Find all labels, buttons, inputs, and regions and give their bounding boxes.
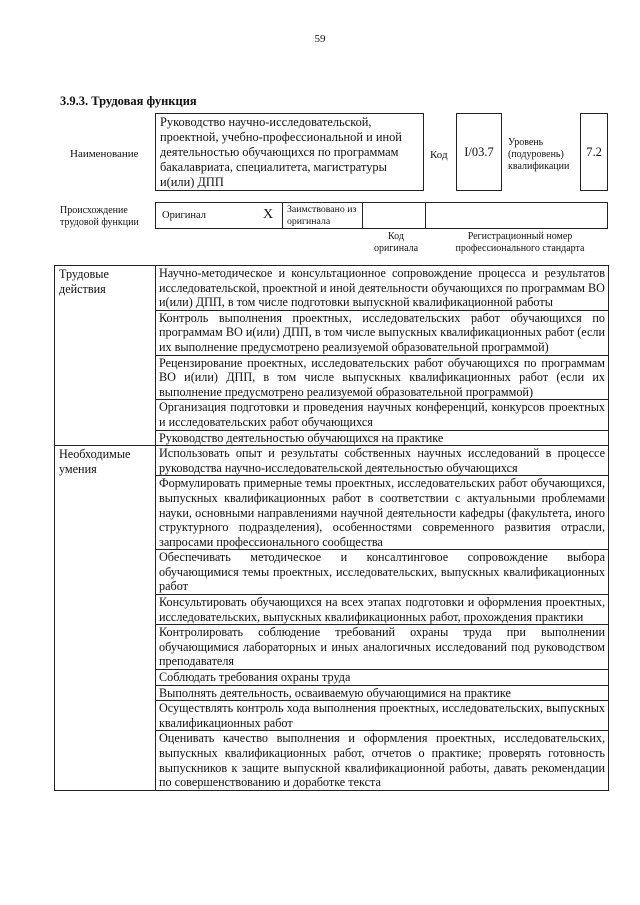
- table-row: [55, 446, 609, 476]
- level-value-box: [580, 113, 608, 191]
- original-label: Оригинал: [162, 210, 206, 221]
- code-label: Код: [430, 149, 448, 161]
- code-value-box: [456, 113, 502, 191]
- borrowed-box: [282, 202, 363, 229]
- table-cell: Оценивать качество выполнения и оформления проектных, исследовательских, выпускных квалификационных работ, отчетов о практике; проверять готовность выпускников к защите выпускной квалификационной работы, давать рекомендации по совершенствованию и доработке текста: [156, 731, 609, 790]
- function-name-box: [155, 113, 424, 191]
- function-name-value: Руководство научно-исследовательской, проектной, учебно-профессиональной и иной деятельностью обучающихся по программам бакалавриата, специалитета, магистратуры и(или) ДПП: [160, 115, 402, 189]
- table-cell: Руководство деятельностью обучающихся на практике: [156, 430, 609, 446]
- table-cell: Научно-методическое и консультационное сопровождение процесса и результатов исследовательской, проектной и иной деятельности обучающихся по программам ВО и(или) ДПП, в том числе подготовки выпускной квалификационной работы: [156, 266, 609, 311]
- level-label: Уровень (подуровень) квалификации: [508, 137, 570, 172]
- borrowed-label: Заимствовано из оригинала: [287, 204, 357, 227]
- table-cell: Обеспечивать методическое и консалтинговое сопровождение выбора обучающимися темы проектных, исследовательских, выпускных квалификационных работ: [156, 550, 609, 595]
- name-label: Наименование: [70, 148, 139, 160]
- original-mark: X: [263, 207, 274, 222]
- table-cell: Формулировать примерные темы проектных, исследовательских работ обучающихся, выпускных квалификационных работ в соответствии с актуальными проблемами науки, основными направлениями научной деятельности кафедры (факультета, иного структурного подразделения), особенностями современного развития отрасли, запросами профессионального сообщества: [156, 476, 609, 550]
- function-details-table: [54, 265, 609, 791]
- table-cell: Организация подготовки и проведения научных конференций, конкурсов проектных и исследовательских работ обучающихся: [156, 400, 609, 430]
- table-cell: Консультировать обучающихся на всех этапах подготовки и оформления проектных, исследовательских, выпускных квалификационных работ, прохождения практики: [156, 595, 609, 625]
- original-box: [155, 202, 283, 229]
- section-label-skills: Необходимые умения: [55, 446, 156, 791]
- reg-number-caption: Регистрационный номер профессионального стандарта: [455, 231, 585, 254]
- code-original-caption: Код оригинала: [373, 231, 419, 254]
- reg-number-box: [425, 202, 608, 229]
- table-cell: Соблюдать требования охраны труда: [156, 670, 609, 686]
- table-cell: Контроль выполнения проектных, исследовательских работ обучающихся по программам ВО и(или) ДПП, в том числе выпускных квалификационных работ (если их выполнение предусмотрено реализуемой образовательной программой): [156, 310, 609, 355]
- table-cell: Использовать опыт и результаты собственных научных исследований в процессе руководства научно-исследовательской деятельностью обучающихся: [156, 446, 609, 476]
- table-cell: Рецензирование проектных, исследовательских работ обучающихся по программам ВО и(или) ДПП, в том числе выпускных квалификационных работ (если их выполнение предусмотрено реализуемой образовательной программой): [156, 355, 609, 400]
- page-number: 59: [314, 33, 326, 45]
- code-original-box: [362, 202, 426, 229]
- level-value: 7.2: [586, 144, 602, 159]
- section-heading: 3.9.3. Трудовая функция: [60, 94, 197, 108]
- table-cell: Контролировать соблюдение требований охраны труда при выполнении обучающимися лабораторных и иных аналогичных исследований под руководством преподавателя: [156, 625, 609, 670]
- origin-label: Происхождение трудовой функции: [60, 205, 139, 228]
- section-label-actions: Трудовые действия: [55, 266, 156, 446]
- table-cell: Осуществлять контроль хода выполнения проектных, исследовательских, выпускных квалификационных работ: [156, 701, 609, 731]
- code-value: I/03.7: [464, 144, 494, 159]
- table-row: [55, 266, 609, 311]
- table-cell: Выполнять деятельность, осваиваемую обучающимися на практике: [156, 685, 609, 701]
